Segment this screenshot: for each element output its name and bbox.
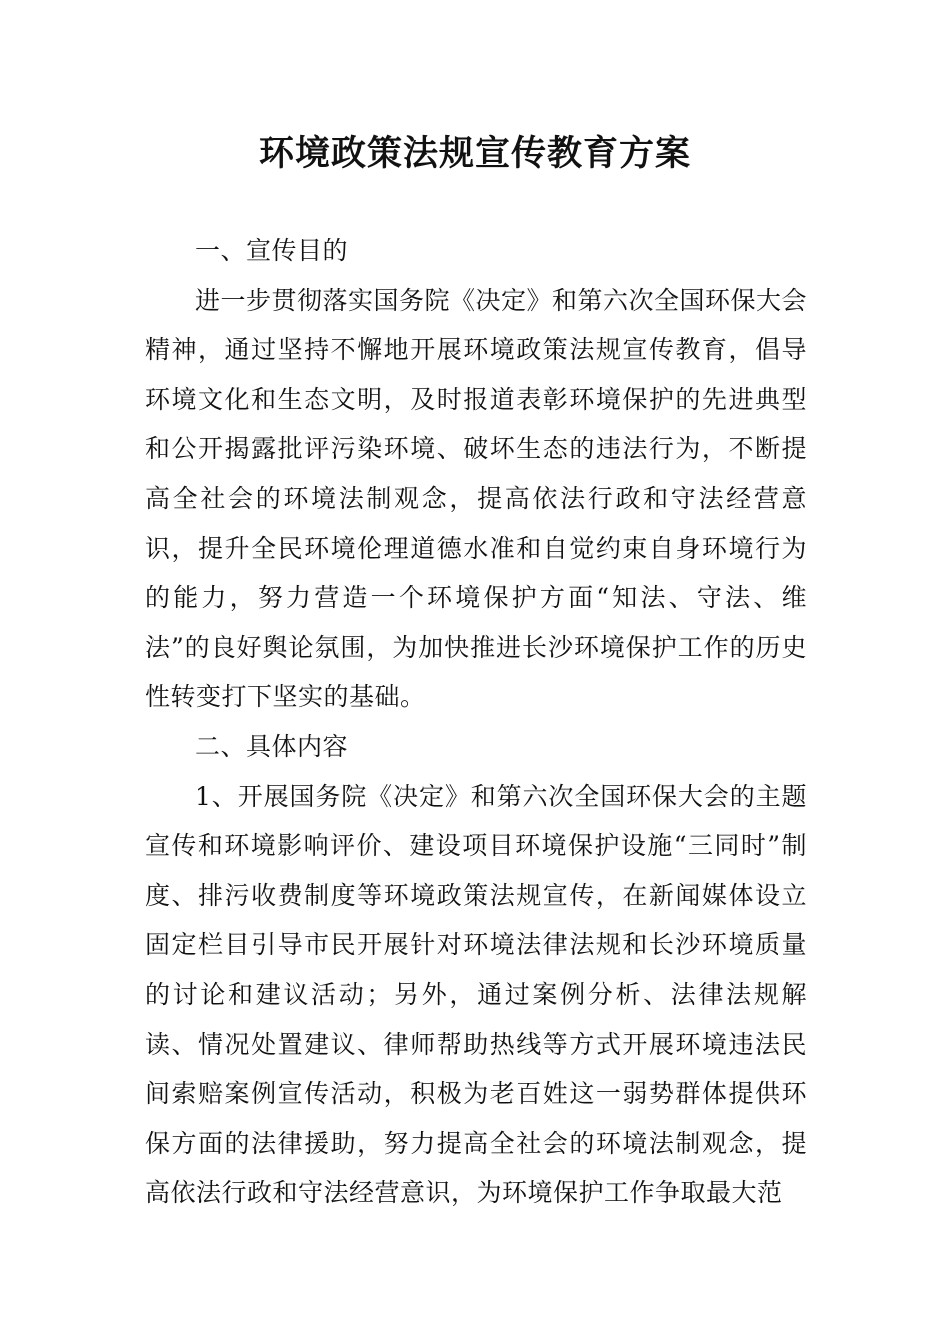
paragraph-content-item-1: 1、开展国务院《决定》和第六次全国环保大会的主题宣传和环境影响评价、建设项目环境保护设施“三同时”制度、排污收费制度等环境政策法规宣传，在新闻媒体设立固定栏目引导市民开展针对环境法律法规和长沙环境质量的讨论和建议活动；另外，通过案例分析、法律法规解读、情况处置建议、律师帮助热线等方式开展环境违法民间索赔案例宣传活动，积极为老百姓这一弱势群体提供环保方面的法律援助，努力提高全社会的环境法制观念，提高依法行政和守法经营意识，为环境保护工作争取最大范 bbox=[145, 781, 807, 1208]
document-body bbox=[145, 226, 807, 1218]
document-title: 环境政策法规宣传教育方案 bbox=[258, 133, 691, 174]
paragraph-purpose: 进一步贯彻落实国务院《决定》和第六次全国环保大会精神，通过坚持不懈地开展环境政策法规宣传教育，倡导环境文化和生态文明，及时报道表彰环境保护的先进典型和公开揭露批评污染环境、破坏生态的违法行为，不断提高全社会的环境法制观念，提高依法行政和守法经营意识，提升全民环境伦理道德水准和自觉约束自身环境行为的能力，努力营造一个环境保护方面“知法、守法、维法”的良好舆论氛围，为加快推进长沙环境保护工作的历史性转变打下坚实的基础。 bbox=[145, 285, 808, 712]
section-heading-purpose: 一、宣传目的 bbox=[195, 236, 349, 265]
section-heading-content: 二、具体内容 bbox=[195, 731, 349, 761]
